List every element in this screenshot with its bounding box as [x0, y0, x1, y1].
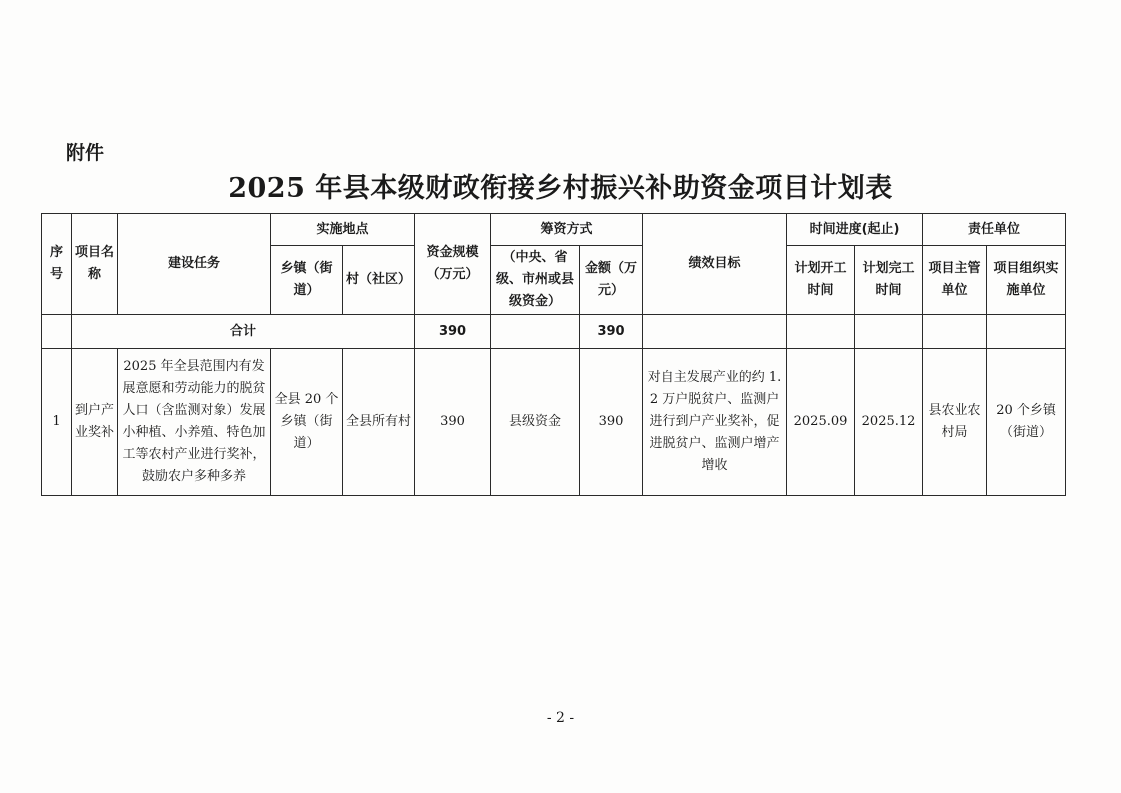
row-implementer: 20 个乡镇（街道） — [987, 349, 1066, 496]
total-empty-supervisor — [923, 315, 987, 349]
total-empty-source — [491, 315, 580, 349]
total-empty-seq — [42, 315, 72, 349]
header-responsible: 责任单位 — [923, 214, 1066, 246]
page-number: - 2 - — [546, 710, 575, 726]
header-village: 村（社区） — [343, 246, 415, 315]
project-plan-table — [41, 213, 1066, 496]
row-start: 2025.09 — [787, 349, 855, 496]
row-end: 2025.12 — [855, 349, 923, 496]
header-seq: 序号 — [42, 214, 72, 315]
header-schedule: 时间进度(起止) — [787, 214, 923, 246]
row-task: 2025 年全县范围内有发展意愿和劳动能力的脱贫人口（含监测对象）发展小种植、小养殖、特色加工等农村产业进行奖补，鼓励农户多种多养 — [118, 349, 271, 496]
total-empty-implementer — [987, 315, 1066, 349]
attachment-label: 附件 — [66, 142, 105, 164]
row-village: 全县所有村 — [343, 349, 415, 496]
row-funding-source: 县级资金 — [491, 349, 580, 496]
total-scale: 390 — [415, 315, 491, 349]
header-funding-source: （中央、省级、市州或县级资金） — [491, 246, 580, 315]
row-performance: 对自主发展产业的约 1.2 万户脱贫户、监测户进行到户产业奖补，促进脱贫户、监测户增产增收 — [643, 349, 787, 496]
row-scale: 390 — [415, 349, 491, 496]
header-project-name: 项目名称 — [72, 214, 118, 315]
total-row — [42, 315, 1066, 349]
total-empty-start — [787, 315, 855, 349]
total-amount: 390 — [580, 315, 643, 349]
header-scale: 资金规模（万元） — [415, 214, 491, 315]
header-amount: 金额（万元） — [580, 246, 643, 315]
header-supervisor: 项目主管单位 — [923, 246, 987, 315]
header-town: 乡镇（街道） — [271, 246, 343, 315]
header-row-1 — [42, 214, 1066, 246]
document-title: 2025 年县本级财政衔接乡村振兴补助资金项目计划表 — [228, 173, 893, 204]
row-amount: 390 — [580, 349, 643, 496]
header-funding: 筹资方式 — [491, 214, 643, 246]
row-seq: 1 — [42, 349, 72, 496]
header-task: 建设任务 — [118, 214, 271, 315]
header-performance: 绩效目标 — [643, 214, 787, 315]
total-empty-end — [855, 315, 923, 349]
row-supervisor: 县农业农村局 — [923, 349, 987, 496]
header-start: 计划开工时间 — [787, 246, 855, 315]
header-end: 计划完工时间 — [855, 246, 923, 315]
header-implementer: 项目组织实施单位 — [987, 246, 1066, 315]
header-location: 实施地点 — [271, 214, 415, 246]
row-project-name: 到户产业奖补 — [72, 349, 118, 496]
total-label: 合计 — [72, 315, 415, 349]
row-town: 全县 20 个乡镇（街道） — [271, 349, 343, 496]
total-empty-performance — [643, 315, 787, 349]
table-row — [42, 349, 1066, 496]
